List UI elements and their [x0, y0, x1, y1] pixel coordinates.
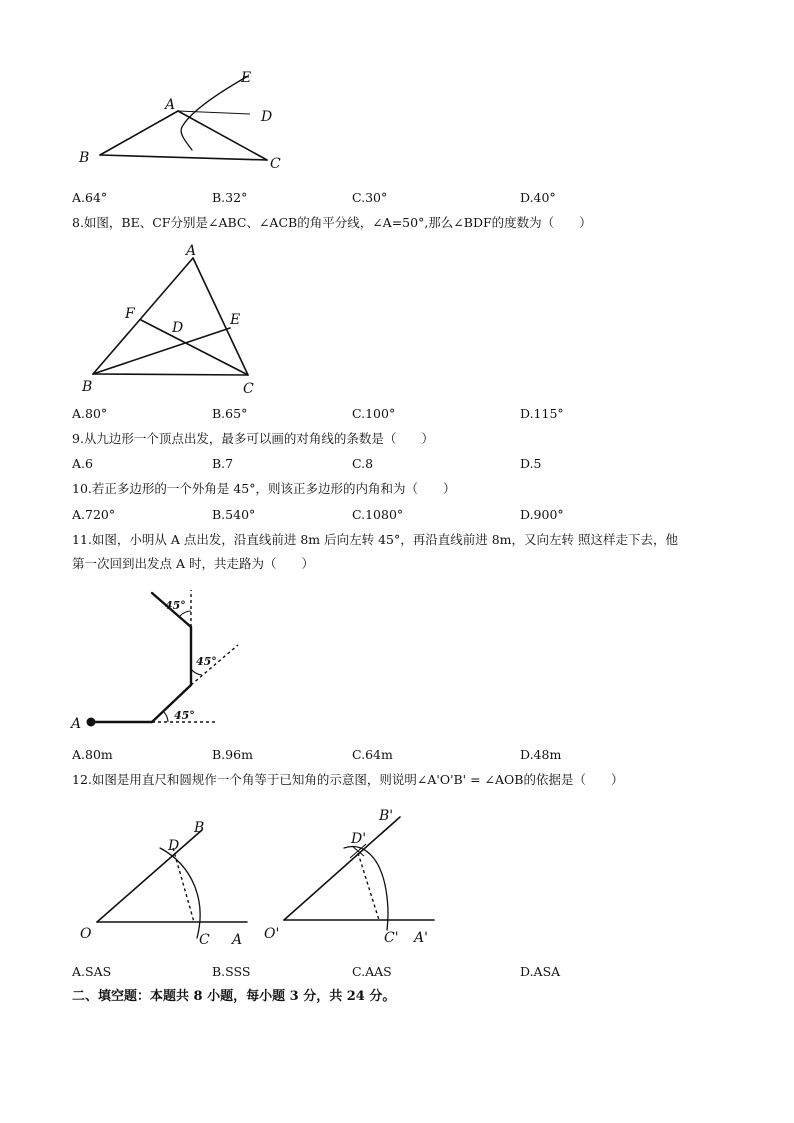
q12-label-A2: A'	[414, 930, 428, 946]
q10-option-c[interactable]: C.1080°	[352, 507, 404, 522]
q8-option-a[interactable]: A.80°	[72, 406, 108, 421]
q12-option-b[interactable]: B.SSS	[212, 964, 251, 979]
q12-stem: 12.如图是用直尺和圆规作一个角等于已知角的示意图，则说明∠A'O'B' = ∠AOB的依据是（ ）	[72, 772, 624, 787]
q9-option-b[interactable]: B.7	[212, 456, 234, 471]
section-2-heading: 二、填空题：本题共 8 小题，每小题 3 分，共 24 分。	[72, 989, 396, 1004]
q8-label-E: E	[230, 312, 241, 328]
q8-label-D: D	[172, 320, 184, 336]
q8-label-F: F	[125, 306, 135, 322]
q12-label-O: O	[80, 926, 92, 942]
q7-label-A: A	[165, 97, 176, 113]
q7-label-D: D	[261, 109, 273, 125]
q8-label-C: C	[243, 381, 254, 397]
q9-option-c[interactable]: C.8	[352, 456, 374, 471]
q10-option-a[interactable]: A.720°	[72, 507, 116, 522]
q12-label-B2: B'	[379, 808, 394, 824]
q11-figure	[68, 585, 248, 735]
q9-option-a[interactable]: A.6	[72, 456, 93, 471]
q11-option-c[interactable]: C.64m	[352, 747, 393, 762]
q7-label-C: C	[270, 156, 281, 172]
q11-label-A: A	[71, 716, 82, 732]
q7-label-E: E	[241, 70, 252, 86]
q7-option-d[interactable]: D.40°	[520, 190, 556, 205]
q12-label-D2: D'	[351, 831, 367, 847]
q7-option-b[interactable]: B.32°	[212, 190, 248, 205]
q8-option-c[interactable]: C.100°	[352, 406, 396, 421]
q11-option-a[interactable]: A.80m	[72, 747, 113, 762]
q7-option-a[interactable]: A.64°	[72, 190, 108, 205]
q12-label-O2: O'	[264, 926, 280, 942]
q12-figure-left	[72, 810, 262, 950]
q11-angle-label-1: 45°	[174, 709, 195, 722]
q12-option-d[interactable]: D.ASA	[520, 964, 561, 979]
q8-option-b[interactable]: B.65°	[212, 406, 248, 421]
q11-stem-line1: 11.如图，小明从 A 点出发，沿直线前进 8m 后向左转 45°，再沿直线前进 8m，又向左转 照这样走下去，他	[72, 532, 678, 547]
q8-stem: 8.如图，BE、CF分别是∠ABC、∠ACB的角平分线，∠A=50°,那么∠BDF的度数为（ ）	[72, 215, 592, 230]
q12-option-c[interactable]: C.AAS	[352, 964, 392, 979]
q8-figure	[80, 240, 270, 400]
q11-option-d[interactable]: D.48m	[520, 747, 562, 762]
q12-label-D: D	[168, 838, 180, 854]
q8-label-B: B	[82, 379, 93, 395]
q11-angle-label-3: 45°	[165, 599, 186, 612]
q9-stem: 9.从九边形一个顶点出发，最多可以画的对角线的条数是（ ）	[72, 431, 434, 446]
q10-option-b[interactable]: B.540°	[212, 507, 256, 522]
q12-label-A: A	[232, 932, 243, 948]
q11-angle-label-2: 45°	[196, 655, 217, 668]
q12-label-B: B	[194, 820, 205, 836]
q9-option-d[interactable]: D.5	[520, 456, 542, 471]
q7-figure	[70, 62, 300, 177]
q12-label-C2: C'	[384, 930, 399, 946]
q12-option-a[interactable]: A.SAS	[72, 964, 112, 979]
q11-stem-line2: 第一次回到出发点 A 时，共走路为（ ）	[72, 556, 314, 571]
q11-option-b[interactable]: B.96m	[212, 747, 253, 762]
q12-figure-right	[262, 780, 452, 950]
q10-option-d[interactable]: D.900°	[520, 507, 564, 522]
q8-label-A: A	[186, 243, 197, 259]
q8-option-d[interactable]: D.115°	[520, 406, 564, 421]
q12-label-C: C	[199, 932, 210, 948]
q7-label-B: B	[79, 150, 90, 166]
q10-stem: 10.若正多边形的一个外角是 45°，则该正多边形的内角和为（ ）	[72, 481, 456, 496]
q7-option-c[interactable]: C.30°	[352, 190, 388, 205]
